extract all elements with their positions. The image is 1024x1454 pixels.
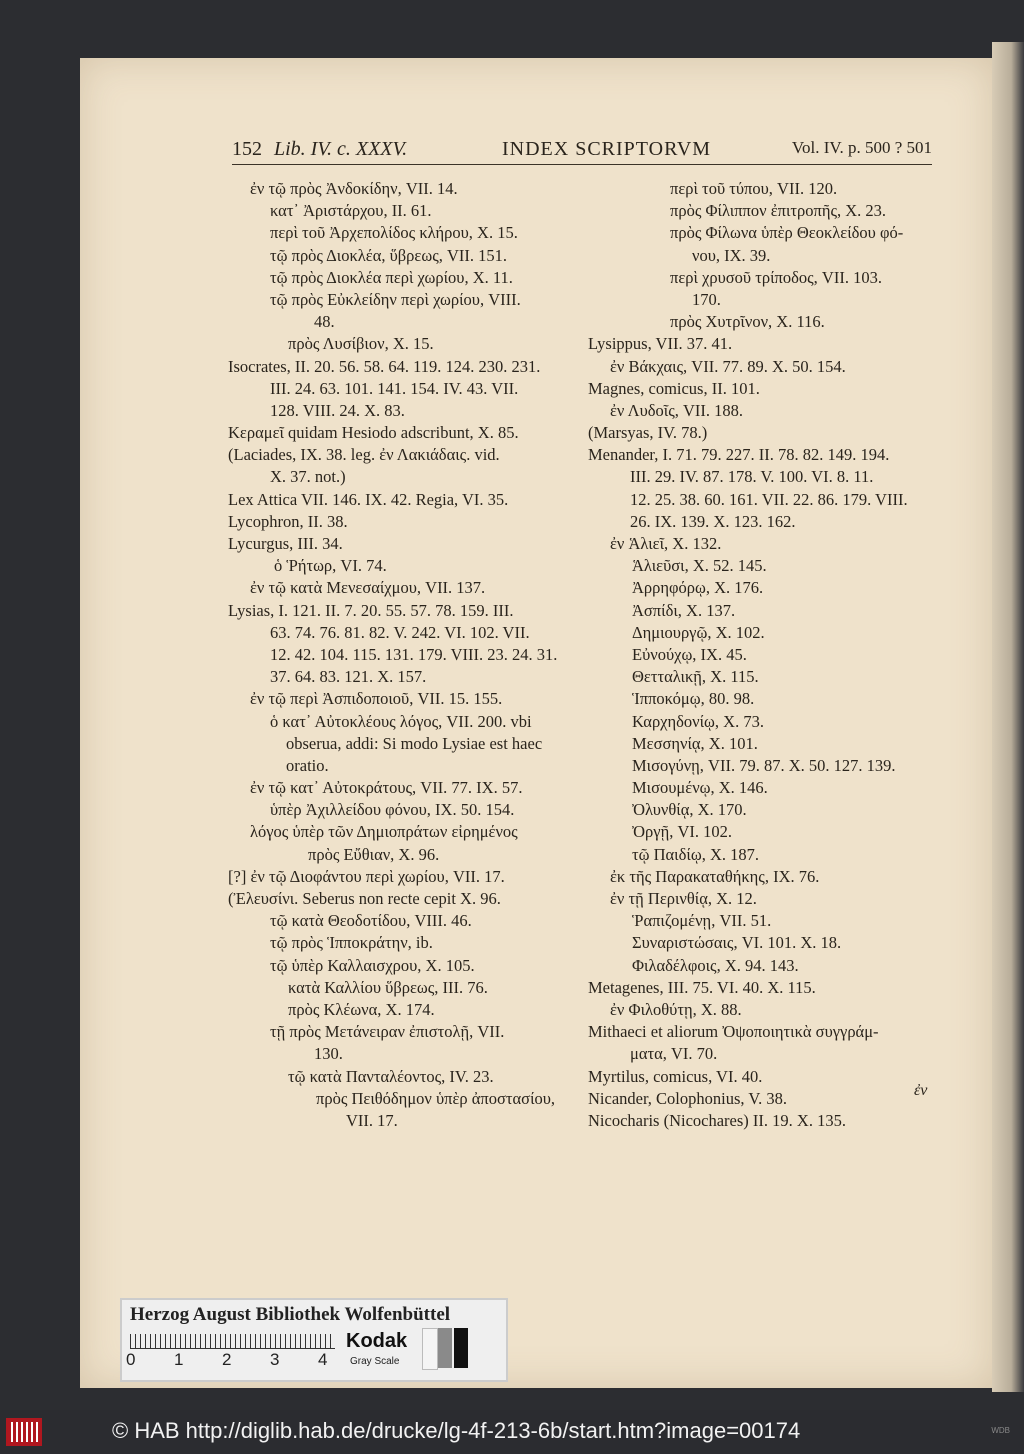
index-entry-line: [?] ἐν τῷ Διοφάντου περὶ χωρίου, VII. 17. — [228, 866, 505, 886]
index-entry-line: τῷ κατὰ Πανταλέοντος, IV. 23. — [288, 1066, 494, 1086]
library-color-card — [120, 1298, 508, 1382]
index-entry-line: ἐν τῷ πρὸς Ἀνδοκίδην, VII. 14. — [250, 179, 458, 198]
index-column-left — [228, 178, 573, 1132]
index-entry-line: περὶ τοῦ Ἀρχεπολίδος κλήρου, X. 15. — [270, 223, 518, 243]
index-entry-line: III. 24. 63. 101. 141. 154. IV. 43. VII. — [270, 378, 519, 398]
index-entry-line: Ὀλυνθίᾳ, X. 170. — [632, 800, 747, 820]
index-entry-line: ὑπὲρ Ἀχιλλείδου φόνου, IX. 50. 154. — [270, 800, 515, 820]
ruler-mark: 0 — [126, 1350, 136, 1369]
index-entry-line: ὁ κατ᾽ Αὐτοκλέους λόγος, VII. 200. vbi — [270, 711, 532, 731]
index-entry-line: ἐν Ἁλιεῖ, X. 132. — [610, 534, 722, 553]
index-entry-line: Lycophron, II. 38. — [228, 511, 348, 531]
ruler-mark: 3 — [270, 1350, 280, 1369]
index-entry-line: τῷ πρὸς Εὐκλείδην περὶ χωρίου, VIII. — [270, 289, 521, 309]
index-entry-line: Magnes, comicus, II. 101. — [588, 378, 760, 398]
index-entry-line: 12. 25. 38. 60. 161. VII. 22. 86. 179. VIII. — [630, 489, 908, 509]
index-entry-line: τῷ πρὸς Ἱπποκράτην, ib. — [270, 933, 433, 953]
index-entry-line: κατ᾽ Ἀριστάρχου, II. 61. — [270, 201, 432, 221]
index-entry-line: Συναριστώσαις, VI. 101. X. 18. — [632, 933, 842, 953]
index-entry-line: Δημιουργῷ, X. 102. — [632, 622, 765, 642]
copyright-url[interactable]: © HAB http://diglib.hab.de/drucke/lg-4f-213-6b/start.htm?image=00174 — [112, 1418, 801, 1443]
index-entry-line: πρὸς Χυτρῖνον, X. 116. — [670, 312, 825, 332]
index-entry-line: 12. 42. 104. 115. 131. 179. VIII. 23. 24. 31. — [270, 644, 558, 664]
index-entry-line: Εὐνούχῳ, IX. 45. — [632, 644, 747, 664]
gray-scale-label: Gray Scale — [350, 1356, 400, 1367]
ruler-numbers — [126, 1350, 346, 1374]
gray-patch-mid — [438, 1328, 452, 1368]
index-entry-line: νου, IX. 39. — [692, 245, 771, 265]
page-number: 152 — [232, 138, 262, 160]
index-entry-line: πρὸς Φίλιππον ἐπιτροπῆς, X. 23. — [670, 201, 887, 221]
index-entry-line: Καρχηδονίῳ, X. 73. — [632, 711, 764, 731]
index-entry-line: ἐν Βάκχαις, VII. 77. 89. X. 50. 154. — [610, 356, 846, 376]
index-entry-line: Myrtilus, comicus, VI. 40. — [588, 1066, 763, 1086]
index-entry-line: Ῥαπιζομένῃ, VII. 51. — [632, 911, 772, 931]
index-entry-line: ματα, VI. 70. — [630, 1044, 718, 1064]
index-entry-line: ὁ Ῥήτωρ, VI. 74. — [274, 556, 387, 576]
index-entry-line: Isocrates, II. 20. 56. 58. 64. 119. 124. 230. 231. — [228, 356, 541, 376]
index-entry-line: Κεραμεῖ quidam Hesiodo adscribunt, X. 85. — [228, 423, 519, 443]
index-entry-line: 37. 64. 83. 121. X. 157. — [270, 667, 427, 687]
index-entry-line: Lysias, I. 121. II. 7. 20. 55. 57. 78. 159. III. — [228, 600, 514, 620]
index-entry-line: Θετταλικῇ, X. 115. — [632, 667, 759, 687]
index-entry-line: Μισουμένῳ, X. 146. — [632, 778, 768, 798]
header-rule — [232, 164, 932, 165]
index-entry-line: περὶ τοῦ τύπου, VII. 120. — [670, 179, 838, 198]
index-entry-line: πρὸς Φίλωνα ὑπὲρ Θεοκλείδου φό- — [670, 223, 904, 243]
index-entry-line: obserua, addi: Si modo Lysiae est haec — [286, 733, 543, 753]
index-entry-line: τῇ πρὸς Μετάνειραν ἐπιστολῇ, VII. — [270, 1022, 505, 1042]
index-entry-line: τῷ Παιδίῳ, X. 187. — [632, 844, 759, 864]
index-entry-line: πρὸς Λυσίβιον, X. 15. — [288, 334, 434, 354]
index-entry-line: Φιλαδέλφοις, X. 94. 143. — [632, 955, 799, 975]
index-entry-line: Lex Attica VII. 146. IX. 42. Regia, VI. 35. — [228, 489, 509, 509]
hab-logo-icon — [6, 1418, 42, 1446]
next-page-edge — [992, 42, 1024, 1392]
index-entry-line: κατὰ Καλλίου ὕβρεως, III. 76. — [288, 977, 488, 997]
index-entry-line: X. 37. not.) — [270, 467, 346, 487]
index-entry-line: 130. — [314, 1044, 343, 1064]
index-entry-line: ἐν τῇ Περινθίᾳ, X. 12. — [610, 889, 757, 908]
index-entry-line: πρὸς Κλέωνα, X. 174. — [288, 999, 435, 1019]
index-entry-line: ἐν τῷ κατὰ Μενεσαίχμου, VII. 137. — [250, 578, 486, 598]
index-entry-line: 63. 74. 76. 81. 82. V. 242. VI. 102. VII. — [270, 622, 530, 642]
kodak-logo: Kodak — [346, 1330, 408, 1352]
index-entry-line: πρὸς Εὔθιαν, X. 96. — [308, 844, 440, 864]
index-entry-line: oratio. — [286, 755, 329, 775]
chapter-reference: Lib. IV. c. XXXV. — [274, 138, 408, 160]
scale-ruler — [130, 1334, 335, 1349]
index-entry-line: Ἱπποκόμῳ, 80. 98. — [632, 689, 755, 709]
index-entry-line: πρὸς Πειθόδημον ὑπὲρ ἀποστασίου, — [316, 1088, 556, 1108]
volume-reference: Vol. IV. p. 500 ? 501 — [791, 138, 932, 157]
index-entry-line: ἐκ τῆς Παρακαταθήκης, IX. 76. — [610, 866, 820, 886]
index-entry-line: λόγος ὑπὲρ τῶν Δημιοπράτων εἰρημένος — [250, 822, 518, 842]
index-entry-line: 170. — [692, 289, 721, 309]
index-entry-line: ἐν Φιλοθύτῃ, X. 88. — [610, 999, 742, 1019]
index-entry-line: (Ἐλευσίνι. Seberus non recte cepit X. 96. — [228, 889, 501, 908]
index-entry-line: Metagenes, III. 75. VI. 40. X. 115. — [588, 977, 816, 997]
catchword: ἐν — [914, 1082, 928, 1099]
index-entry-line: τῷ πρὸς Διοκλέα περὶ χωρίου, X. 11. — [270, 267, 513, 287]
index-entry-line: (Marsyas, IV. 78.) — [588, 423, 708, 443]
index-entry-line: Μεσσηνίᾳ, X. 101. — [632, 733, 758, 753]
index-entry-line: Ἀσπίδι, X. 137. — [632, 600, 736, 620]
gray-patch-black — [454, 1328, 468, 1368]
index-entry-line: Μισογύνῃ, VII. 79. 87. X. 50. 127. 139. — [632, 755, 896, 775]
index-entry-line: ἐν τῷ περὶ Ἀσπιδοποιοῦ, VII. 15. 155. — [250, 689, 503, 709]
index-column-right — [588, 178, 933, 1132]
index-entry-line: τῷ κατὰ Θεοδοτίδου, VIII. 46. — [270, 911, 472, 931]
ruler-mark: 4 — [318, 1350, 328, 1369]
index-entry-line: 26. IX. 139. X. 123. 162. — [630, 511, 796, 531]
index-entry-line: Ἁλιεῦσι, X. 52. 145. — [632, 556, 767, 576]
viewer-footer — [0, 1410, 1024, 1454]
index-entry-line: τῷ πρὸς Διοκλέα, ὕβρεως, VII. 151. — [270, 245, 508, 265]
index-entry-line: III. 29. IV. 87. 178. V. 100. VI. 8. 11. — [630, 467, 874, 487]
gray-patch-white — [422, 1328, 438, 1370]
index-entry-line: τῷ ὑπὲρ Καλλαισχρου, X. 105. — [270, 955, 475, 975]
index-entry-line: Nicander, Colophonius, V. 38. — [588, 1088, 788, 1108]
index-entry-line: Nicocharis (Nicochares) II. 19. X. 135. — [588, 1110, 846, 1130]
index-entry-line: ἐν τῷ κατ᾽ Αὐτοκράτους, VII. 77. IX. 57. — [250, 778, 523, 798]
footer-mark: WDB — [991, 1426, 1010, 1435]
index-entry-line: 48. — [314, 312, 335, 332]
index-entry-line: Ἀρρηφόρῳ, X. 176. — [632, 578, 764, 598]
index-entry-line: Lycurgus, III. 34. — [228, 534, 343, 553]
library-name: Herzog August Bibliothek Wolfenbüttel — [130, 1304, 451, 1325]
index-entry-line: Mithaeci et aliorum Ὀψοποιητικὰ συγγράμ- — [588, 1022, 879, 1042]
index-entry-line: ἐν Λυδοῖς, VII. 188. — [610, 400, 744, 420]
index-entry-line: VII. 17. — [346, 1110, 398, 1130]
ruler-mark: 2 — [222, 1350, 232, 1369]
ruler-mark: 1 — [174, 1350, 184, 1369]
index-entry-line: Menander, I. 71. 79. 227. II. 78. 82. 149. 194. — [588, 445, 890, 465]
index-entry-line: Lysippus, VII. 37. 41. — [588, 334, 733, 354]
index-entry-line: Ὀργῇ, VI. 102. — [632, 822, 732, 842]
page-title: INDEX SCRIPTORVM — [502, 138, 712, 160]
index-entry-line: περὶ χρυσοῦ τρίποδος, VII. 103. — [670, 267, 882, 287]
index-entry-line: 128. VIII. 24. X. 83. — [270, 400, 405, 420]
index-entry-line: (Laciades, IX. 38. leg. ἐν Λακιάδαις. vid. — [228, 445, 500, 465]
